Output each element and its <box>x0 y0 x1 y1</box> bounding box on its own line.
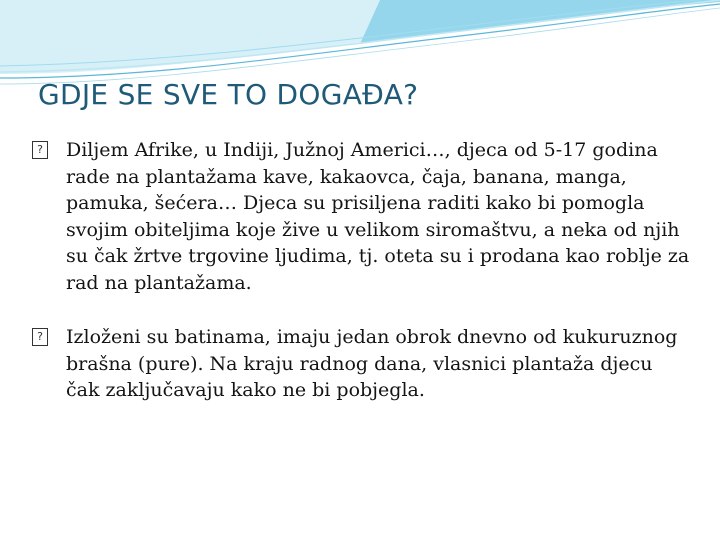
wave-header-decoration <box>0 0 720 90</box>
missing-glyph-bullet-icon: ? <box>32 141 48 159</box>
bullet-list <box>32 137 692 404</box>
missing-glyph-bullet-icon: ? <box>32 328 48 346</box>
bullet-item <box>32 137 692 296</box>
bullet-item <box>32 324 692 404</box>
bullet-text: Izloženi su batinama, imaju jedan obrok dnevno od kukuruznog brašna (pure). Na kraju radnog dana, vlasnici plantaža djecu čak zaključavaju kako ne bi pobjegla. <box>66 326 678 401</box>
slide-title: GDJE SE SVE TO DOGAĐA? <box>38 78 419 111</box>
bullet-text: Diljem Afrike, u Indiji, Južnoj Americi…, djeca od 5-17 godina rade na plantažama kave, kakaovca, čaja, banana, manga, pamuka, šećera… Djeca su prisiljena raditi kako bi pomogla svojim obiteljima koje žive u velikom siromaštvu, a neka od njih su čak žrtve trgovine ljudima, tj. oteta su i prodana kao roblje za rad na plantažama. <box>66 139 690 294</box>
